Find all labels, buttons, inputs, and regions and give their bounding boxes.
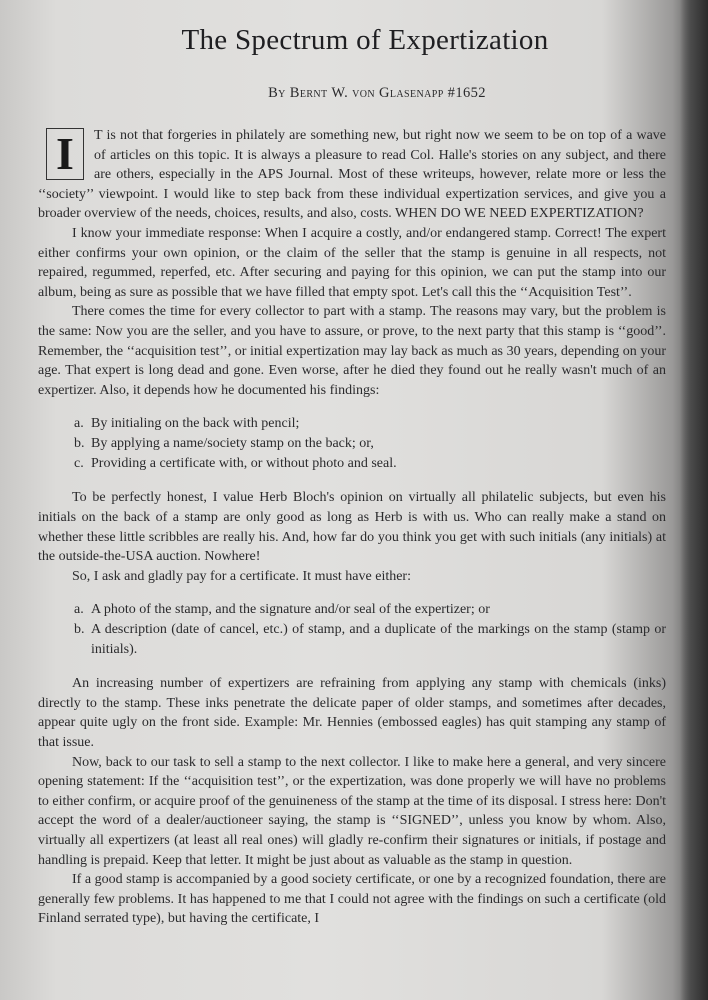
list-item bbox=[74, 620, 666, 660]
list-item-label: b. bbox=[74, 436, 85, 452]
paragraph-7: Now, back to our task to sell a stamp to the next collector. I like to make here a general, and very sincere opening statement: If the ‘‘acquisition test’’, or the expertization, was done properly we will have no problems to either confirm, or acquire proof of the genuineness of the stamp at the time of its disposal. I stress here: Don't accept the word of a dealer/auctioneer saying, the stamp is ‘‘SIGNED’’, unless you know by whom. Also, virtually all expertizers (at least all real ones) will gladly re-confirm their signatures or initials, if postage and handling is prepaid. Keep that letter. It might be just about as valuable as the stamp in question. bbox=[38, 754, 666, 868]
documentation-list bbox=[74, 414, 666, 474]
paragraph-2: I know your immediate response: When I acquire a costly, and/or endangered stamp. Correct! The expert either confirms your own opinion, or the claim of the seller that the stamp is genuine in all respects, not repaired, regummed, reperfed, etc. After securing and paying for this opinion, we can put the stamp into our album, being as sure as possible that we have filled that empty spot. Let's call this the ‘‘Acquisition Test’’. bbox=[38, 225, 666, 300]
list-item bbox=[74, 434, 666, 454]
list-item bbox=[74, 414, 666, 434]
list-item-text: By initialing on the back with pencil; bbox=[91, 416, 300, 432]
paragraph-1-text: T is not that forgeries in philately are something new, but right now we seem to be on top of a wave of articles on this topic. It is always a pleasure to read Col. Halle's stories on any subject, and there are others, especially in the APS Journal. Most of these writeups, however, relate more or less the ‘‘society’’ viewpoint. I would like to step back from these individual expertization services, and give you a broader overview of the needs, choices, results, and also, costs. WHEN DO WE NEED EXPERTIZATION? bbox=[38, 128, 666, 222]
paragraph-3: There comes the time for every collector to part with a stamp. The reasons may vary, but the problem is the same: Now you are the seller, and you have to assure, or prove, to the next party that this stamp is ‘‘good’’. Remember, the ‘‘acquisition test’’, or initial expertization may lay back as much as 30 years, depending on your age. That expert is long dead and gone. Even worse, after he died they found out he really wasn't much of an expertizer. Also, it depends how he documented his findings: bbox=[38, 304, 666, 398]
article-title: The Spectrum of Expertization bbox=[181, 24, 549, 56]
list-item-text: By applying a name/society stamp on the back; or, bbox=[91, 436, 374, 452]
paragraph-5: So, I ask and gladly pay for a certificate. It must have either: bbox=[72, 568, 411, 584]
paragraph-4: To be perfectly honest, I value Herb Bloch's opinion on virtually all philatelic subjects, but even his initials on the back of a stamp are only good as long as Herb is with us. Who can really make a stand on whether these little scribbles are really his. And, how far do you think you get with such initials (any initials) at the outside-the-USA auction. Nowhere! bbox=[38, 490, 666, 565]
list-item-text: A description (date of cancel, etc.) of stamp, and a duplicate of the markings on the stamp (stamp or initials). bbox=[91, 622, 666, 658]
article-byline: By Bernt W. von Glasenapp #1652 bbox=[268, 85, 486, 101]
list-item-text: A photo of the stamp, and the signature and/or seal of the expertizer; or bbox=[91, 602, 490, 618]
certificate-requirements-list bbox=[74, 600, 666, 660]
paragraph-8: If a good stamp is accompanied by a good society certificate, or one by a recognized foundation, there are generally few problems. It has happened to me that I could not agree with the findings on such a certificate (old Finland serrated type), but having the certificate, I bbox=[38, 872, 666, 927]
article bbox=[38, 24, 666, 929]
page-binding-shadow bbox=[680, 0, 708, 1000]
drop-cap: I bbox=[46, 128, 84, 180]
list-item-label: b. bbox=[74, 622, 85, 638]
paragraph-6: An increasing number of expertizers are refraining from applying any stamp with chemicals (inks) directly to the stamp. These inks penetrate the delicate paper of older stamps, and sometimes after decades, appear quite ugly on the front side. Example: Mr. Hennies (embossed eagles) has quit stamping any stamp of that issue. bbox=[38, 676, 666, 751]
article-body bbox=[38, 126, 666, 929]
list-item bbox=[74, 454, 666, 474]
list-item bbox=[74, 600, 666, 620]
list-item-label: a. bbox=[74, 602, 84, 618]
paragraph-1 bbox=[38, 126, 666, 224]
list-item-label: c. bbox=[74, 456, 84, 472]
list-item-text: Providing a certificate with, or without photo and seal. bbox=[91, 456, 397, 472]
list-item-label: a. bbox=[74, 416, 84, 432]
